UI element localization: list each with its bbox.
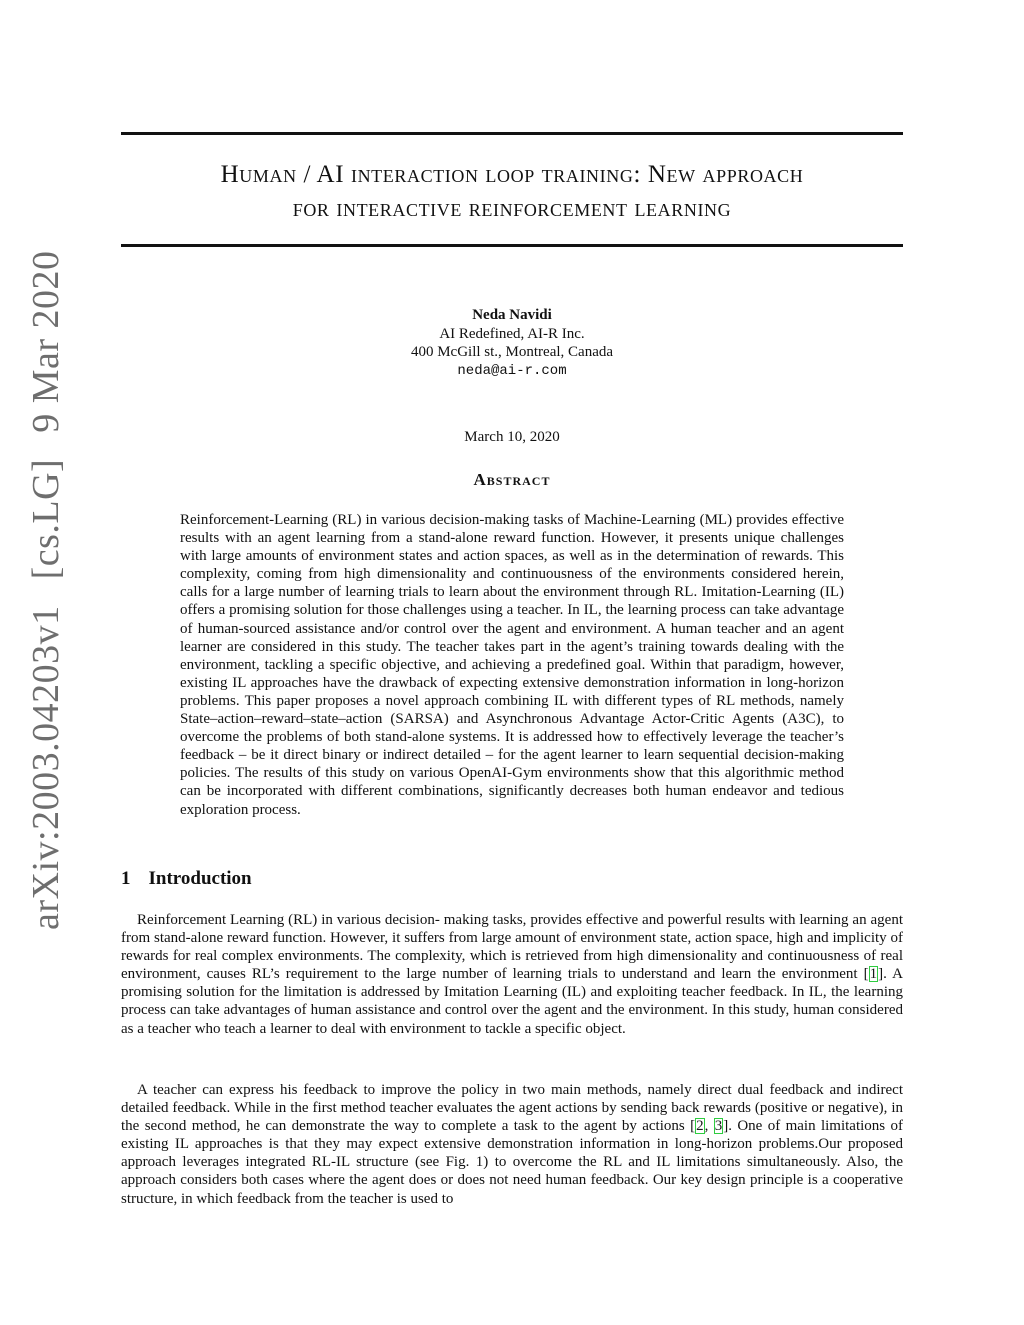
author-block xyxy=(0,306,1024,380)
citation-separator: , xyxy=(704,1118,714,1135)
title-top-rule xyxy=(121,132,903,135)
intro-p2-text-a: A teacher can express his feedback to improve the policy in two main methods, namely direct dual feedback and indirect detailed feedback. While in the first method teacher evaluates the agent actions by sending back rewards (positive or negative), in the second method, he can demonstrate the way to complete a task to the agent by actions [ xyxy=(121,1082,903,1135)
citation-link-3[interactable]: 3 xyxy=(714,1118,723,1135)
title-line-1: Human / AI interaction loop training: New approach xyxy=(220,161,804,188)
citation-link-2[interactable]: 2 xyxy=(696,1118,704,1135)
section-number: 1 xyxy=(121,868,131,889)
paper-title xyxy=(121,158,903,226)
title-line-2: for interactive reinforcement learning xyxy=(292,195,732,222)
title-bottom-rule xyxy=(121,244,903,247)
citation-link-1[interactable]: 1 xyxy=(869,966,878,983)
abstract-heading: Abstract xyxy=(473,470,551,489)
arxiv-id[interactable]: arXiv:2003.04203v1 xyxy=(25,605,67,930)
intro-p1-text-b: ]. A promising solution for the limitation is addressed by Imitation Learning (IL) and exploiting teacher feedback. In IL, the learning process can take advantages of human assistance and control over the agent and the environment. In this study, human considered as a teacher who teach a learner to deal with environment to tackle a specific object. xyxy=(121,966,903,1037)
arxiv-date: 9 Mar 2020 xyxy=(25,250,67,433)
intro-paragraph-2 xyxy=(121,1081,903,1208)
paper-date: March 10, 2020 xyxy=(464,429,560,445)
intro-p2-text-b: ]. One of main limitations of existing IL approaches is that they may expect extensive demonstration information in long-horizon problems.Our proposed approach leverages integrated RL-IL structure (see Fig. 1) to overcome the RL and IL limitations simultaneously. Also, the approach considers both cases where the agent does or does not need human feedback. Our key design principle is a cooperative structure, in which feedback from the teacher is used to xyxy=(121,1118,903,1207)
author-name: Neda Navidi xyxy=(472,307,552,323)
intro-paragraph-1 xyxy=(121,911,903,1038)
author-email[interactable]: neda@ai-r.com xyxy=(457,362,567,379)
section-title: Introduction xyxy=(148,868,252,889)
section-heading-introduction xyxy=(121,868,252,890)
arxiv-category: [cs.LG] xyxy=(25,458,67,580)
abstract-text: Reinforcement-Learning (RL) in various decision-making tasks of Machine-Learning (ML) provides effective results with an agent learning from a stand-alone reward function. However, it presents unique challenges with large amounts of environment states and action spaces, as well as in the determination of rewards. This complexity, coming from high dimensionality and continuousness of the environments considered herein, calls for a large number of learning trials to learn about the environment through RL. Imitation-Learning (IL) offers a promising solution for those challenges using a teacher. In IL, the learning process can take advantage of human-sourced assistance and/or control over the agent and environment. A human teacher and an agent learner are considered in this study. The teacher takes part in the agent’s training towards dealing with the environment, tackling a specific objective, and achieving a predefined goal. Within that paradigm, however, existing IL approaches have the drawback of expecting extensive demonstration information in long-horizon problems. This paper proposes a novel approach combining IL with different types of RL methods, namely State–action–reward–state–action (SARSA) and Asynchronous Advantage Actor-Critic Agents (A3C), to overcome the problems of both stand-alone systems. It is addressed how to effectively leverage the teacher’s feedback – be it direct binary or indirect detailed – for the agent learner to learn sequential decision-making policies. The results of this study on various OpenAI-Gym environments show that this algorithmic method can be incorporated with different combinations, significantly decreases both human endeavor and tedious exploration process. xyxy=(180,512,844,818)
author-address: 400 McGill st., Montreal, Canada xyxy=(410,344,614,360)
intro-p1-text-a: Reinforcement Learning (RL) in various decision- making tasks, provides effective and powerful results with learning an agent from stand-alone reward function. However, it suffers from large amount of environment state, action space, high and implicity of rewards for real complex environments. The complexity, which is retrieved from high dimensionality and continuousness of real environment, causes RL’s requirement to the large number of learning trials to understand and learn the environment [ xyxy=(121,912,903,983)
author-affiliation: AI Redefined, AI-R Inc. xyxy=(439,325,585,342)
